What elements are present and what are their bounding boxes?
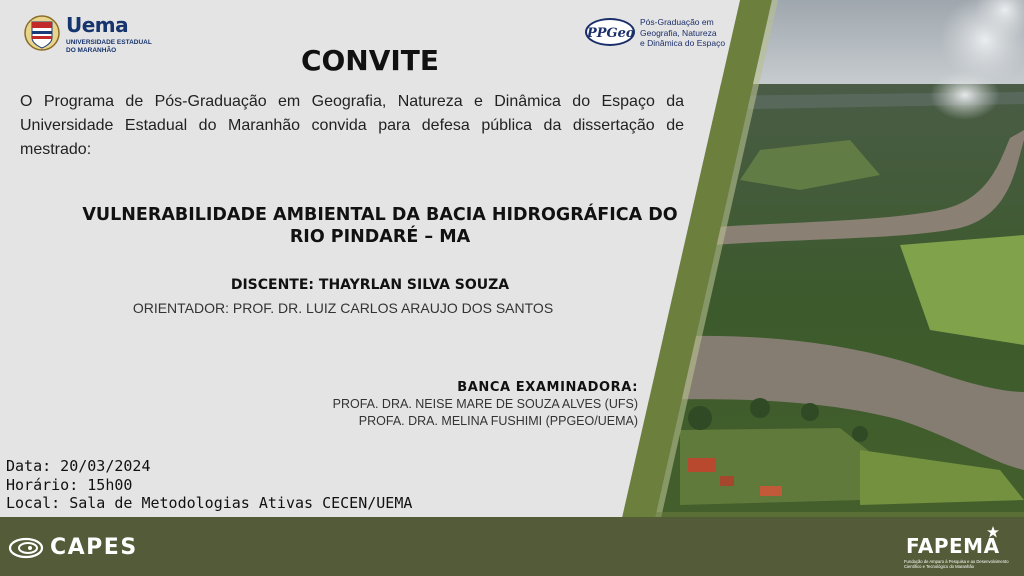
- event-date: Data: 20/03/2024: [6, 457, 151, 475]
- thesis-title: [20, 204, 740, 248]
- invitation-title: CONVITE: [300, 44, 440, 77]
- fapema-subtitle: Fundação de Amparo à Pesquisa e ao Desenvolvimento Científico e Tecnológico do Maranhão: [904, 559, 1009, 569]
- uema-subtitle-line-1: UNIVERSIDADE ESTADUAL: [66, 39, 152, 46]
- capes-swirl-icon: [8, 536, 44, 560]
- invitation-intro: O Programa de Pós-Graduação em Geografia, Natureza e Dinâmica do Espaço da Universidade Estadual do Maranhão convida para defesa pública da dissertação de mestrado:: [20, 93, 684, 158]
- board-member: PROFA. DRA. NEISE MARE DE SOUZA ALVES (UFS): [332, 397, 638, 411]
- uema-subtitle-line-2: DO MARANHÃO: [66, 46, 117, 54]
- fapema-wordmark: FAPEMA: [906, 534, 1000, 558]
- uema-wordmark: Uema: [66, 13, 129, 37]
- event-time: Horário: 15h00: [6, 475, 133, 494]
- examining-board: [333, 379, 638, 430]
- board-title: BANCA EXAMINADORA:: [457, 380, 638, 395]
- board-member: PROFA. DRA. MELINA FUSHIMI (PPGEO/UEMA): [358, 414, 638, 428]
- ppgeo-badge: PPGeo: [585, 18, 635, 46]
- thesis-title-line-1: VULNERABILIDADE AMBIENTAL DA BACIA HIDROGRÁFICA DO: [82, 205, 678, 225]
- fapema-logo: [896, 526, 1016, 572]
- capes-wordmark: CAPES: [50, 535, 138, 560]
- capes-logo: [8, 534, 153, 560]
- student-name: DISCENTE: THAYRLAN SILVA SOUZA: [230, 277, 510, 293]
- event-location: Local: Sala de Metodologias Ativas CECEN/UEMA: [6, 494, 413, 512]
- ppgeo-caption-line-2: Geografia, Natureza: [640, 27, 717, 38]
- advisor-name: ORIENTADOR: PROF. DR. LUIZ CARLOS ARAUJO DOS SANTOS: [132, 300, 554, 316]
- thesis-title-line-2: RIO PINDARÉ – MA: [289, 227, 471, 247]
- footer-bar: [0, 517, 1024, 576]
- ppgeo-caption-line-3: e Dinâmica do Espaço: [640, 38, 726, 48]
- ppgeo-caption-line-1: Pós-Graduação em: [640, 17, 714, 27]
- event-details: [6, 457, 412, 513]
